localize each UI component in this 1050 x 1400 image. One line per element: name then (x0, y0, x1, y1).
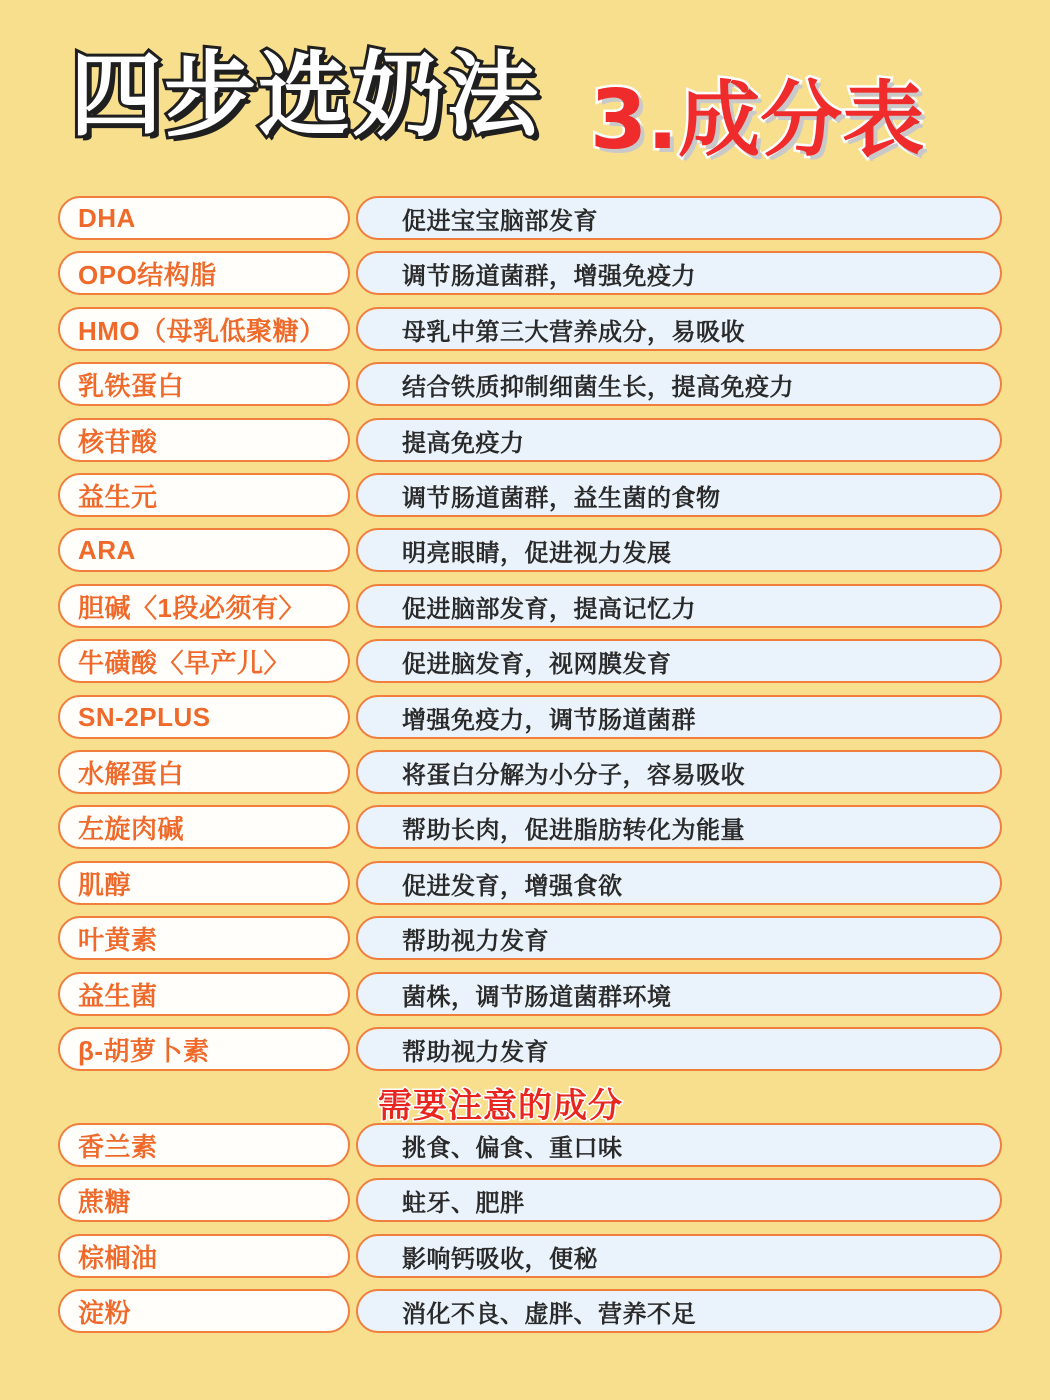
ingredient-benefit-cell (356, 362, 1002, 406)
caution-section-title: 需要注意的成分 (378, 1086, 623, 1126)
ingredient-name: 胆碱〈1段必须有〉 (78, 592, 305, 623)
ingredient-benefit-cell (356, 251, 1002, 295)
ingredient-name-cell (58, 750, 350, 794)
ingredient-row (58, 916, 1002, 964)
ingredient-name-cell (58, 639, 350, 683)
ingredient-name-cell (58, 1123, 350, 1167)
ingredient-benefit-cell (356, 418, 1002, 462)
ingredient-benefit-cell (356, 1234, 1002, 1278)
ingredient-benefit: 促进发育，增强食欲 (402, 871, 623, 900)
ingredient-name-cell (58, 307, 350, 351)
ingredient-row (58, 528, 1002, 576)
ingredient-row (58, 307, 1002, 355)
ingredient-benefit-cell (356, 1027, 1002, 1071)
ingredient-name: 益生菌 (78, 980, 158, 1011)
page-subtitle: 3.成分表 (590, 73, 925, 168)
caution-row (58, 1178, 1002, 1226)
ingredient-row (58, 639, 1002, 687)
ingredient-row (58, 418, 1002, 466)
ingredient-name: 益生元 (78, 481, 158, 512)
ingredient-name: β-胡萝卜素 (78, 1035, 210, 1066)
caution-row (58, 1289, 1002, 1337)
ingredient-name-cell (58, 196, 350, 240)
ingredient-name: 叶黄素 (78, 924, 158, 955)
ingredient-benefit: 消化不良、虚胖、营养不足 (402, 1299, 696, 1328)
ingredient-benefit-cell (356, 1123, 1002, 1167)
ingredient-benefit-cell (356, 805, 1002, 849)
ingredient-row (58, 473, 1002, 521)
ingredient-benefit: 调节肠道菌群，益生菌的食物 (402, 483, 721, 512)
page-title: 四步选奶法 (70, 42, 541, 149)
ingredient-benefit: 母乳中第三大营养成分，易吸收 (402, 317, 745, 346)
ingredient-benefit-cell (356, 307, 1002, 351)
ingredient-name-cell (58, 1178, 350, 1222)
ingredient-benefit: 调节肠道菌群，增强免疫力 (402, 261, 696, 290)
ingredient-row (58, 584, 1002, 632)
ingredient-benefit-cell (356, 1289, 1002, 1333)
ingredient-name-cell (58, 418, 350, 462)
ingredient-row (58, 861, 1002, 909)
ingredient-benefit-cell (356, 972, 1002, 1016)
ingredient-row (58, 972, 1002, 1020)
ingredient-name: 棕榈油 (78, 1242, 158, 1273)
ingredient-benefit-cell (356, 584, 1002, 628)
ingredient-benefit-cell (356, 196, 1002, 240)
ingredient-name-cell (58, 528, 350, 572)
ingredient-name: 乳铁蛋白 (78, 370, 185, 401)
ingredient-benefit: 提高免疫力 (402, 428, 525, 457)
ingredient-name: HMO（母乳低聚糖） (78, 315, 326, 346)
ingredient-row (58, 695, 1002, 743)
ingredient-row (58, 251, 1002, 299)
ingredient-benefit: 帮助视力发育 (402, 1037, 549, 1066)
ingredient-name-cell (58, 362, 350, 406)
ingredient-name: 肌醇 (78, 869, 132, 900)
ingredient-name-cell (58, 695, 350, 739)
ingredient-name: DHA (78, 202, 136, 233)
ingredient-benefit: 将蛋白分解为小分子，容易吸收 (402, 760, 745, 789)
ingredient-benefit-cell (356, 473, 1002, 517)
ingredient-name-cell (58, 1234, 350, 1278)
ingredient-name: ARA (78, 534, 136, 565)
ingredient-benefit-cell (356, 1178, 1002, 1222)
ingredient-name-cell (58, 805, 350, 849)
caution-row (58, 1123, 1002, 1171)
ingredient-name: 牛磺酸〈早产儿〉 (78, 647, 291, 678)
ingredient-name-cell (58, 473, 350, 517)
ingredient-row (58, 362, 1002, 410)
ingredient-benefit: 菌株，调节肠道菌群环境 (402, 982, 672, 1011)
ingredient-name: 左旋肉碱 (78, 813, 185, 844)
ingredient-benefit: 蛀牙、肥胖 (402, 1188, 525, 1217)
ingredient-benefit: 挑食、偏食、重口味 (402, 1133, 623, 1162)
caution-row (58, 1234, 1002, 1282)
ingredient-name-cell (58, 584, 350, 628)
ingredient-benefit: 明亮眼睛，促进视力发展 (402, 538, 672, 567)
ingredient-row (58, 1027, 1002, 1075)
ingredient-name-cell (58, 251, 350, 295)
ingredient-name-cell (58, 1289, 350, 1333)
ingredient-name: 水解蛋白 (78, 758, 185, 789)
ingredient-row (58, 805, 1002, 853)
ingredient-benefit-cell (356, 861, 1002, 905)
ingredient-benefit-cell (356, 528, 1002, 572)
ingredient-name: SN-2PLUS (78, 701, 211, 732)
ingredient-name: 香兰素 (78, 1131, 158, 1162)
ingredient-benefit: 影响钙吸收，便秘 (402, 1244, 598, 1273)
ingredient-name: 蔗糖 (78, 1186, 132, 1217)
ingredient-benefit: 促进宝宝脑部发育 (402, 206, 598, 235)
ingredient-name-cell (58, 1027, 350, 1071)
ingredient-benefit: 帮助长肉，促进脂肪转化为能量 (402, 815, 745, 844)
ingredient-name: OPO结构脂 (78, 259, 217, 290)
ingredient-name-cell (58, 861, 350, 905)
ingredient-name-cell (58, 916, 350, 960)
ingredient-benefit: 增强免疫力，调节肠道菌群 (402, 705, 696, 734)
ingredient-name-cell (58, 972, 350, 1016)
ingredient-benefit: 结合铁质抑制细菌生长，提高免疫力 (402, 372, 794, 401)
ingredient-benefit-cell (356, 916, 1002, 960)
ingredient-benefit-cell (356, 639, 1002, 683)
ingredient-name: 核苷酸 (78, 426, 158, 457)
ingredient-benefit-cell (356, 695, 1002, 739)
ingredient-name: 淀粉 (78, 1297, 132, 1328)
ingredient-benefit-cell (356, 750, 1002, 794)
ingredient-row (58, 750, 1002, 798)
ingredient-benefit: 促进脑部发育，提高记忆力 (402, 594, 696, 623)
ingredient-benefit: 帮助视力发育 (402, 926, 549, 955)
ingredient-row (58, 196, 1002, 244)
ingredient-benefit: 促进脑发育，视网膜发育 (402, 649, 672, 678)
